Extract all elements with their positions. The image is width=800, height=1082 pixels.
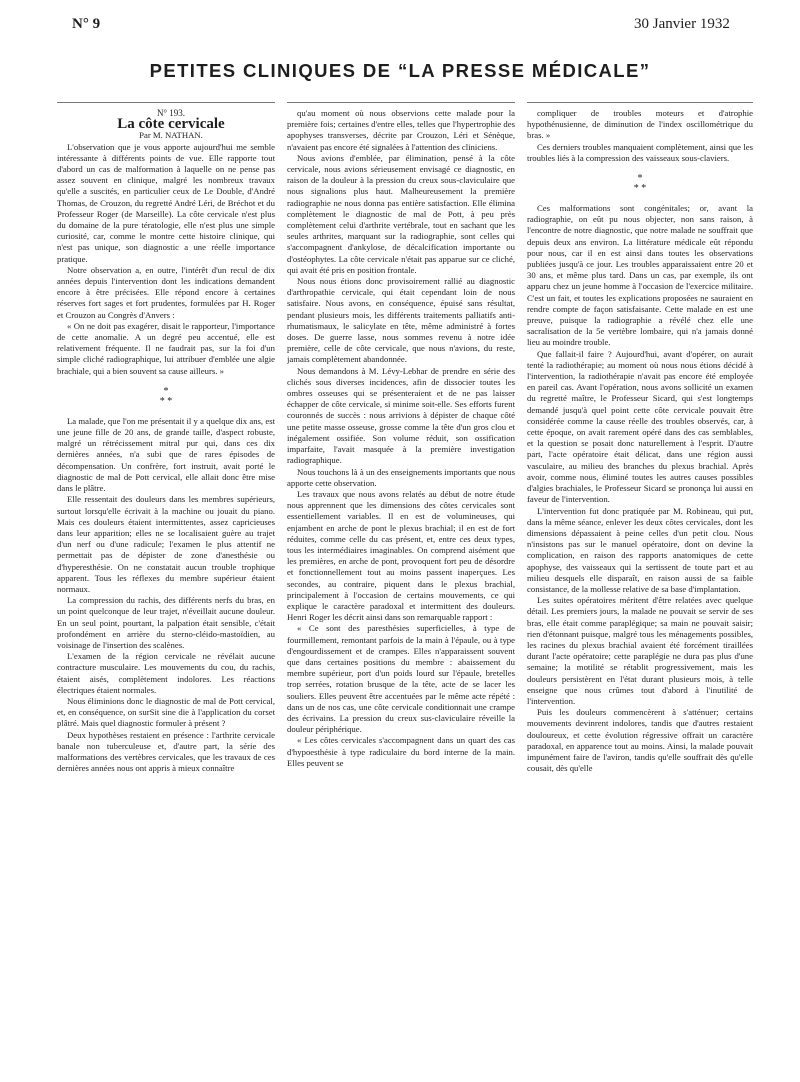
header-rule bbox=[287, 102, 515, 103]
paragraph: L'intervention fut donc pratiquée par M. Robineau, qui put, dans la même séance, enlever les deux côtes cervicales, dont les dimensions dépassaient à peine celles d'un petit clou. Nous n'insistons pas sur le manuel opératoire, dont on devine la complication, en raison des rapports anatomiques de cette apophyse, des vaisseaux qui la sertissent de toute part et au milieu desquels elle disparaît, en raison aussi de sa faible consistance, de la mollesse relative de sa base d'implantation. bbox=[527, 505, 753, 594]
header-rule bbox=[57, 102, 275, 103]
paragraph: Nous avions d'emblée, par élimination, pensé à la côte cervicale, nous avions sérieusement envisagé ce diagnostic, en raison de la douleur à la pression du creux sous-claviculaire que nous signalions plus haut. Malheureusement la première radiographie ne nous donna pas entière satisfaction. Elle élimina complètement le diagnostic de mal de Pott, à peu près complètement celui d'arthrite vertébrale, tout en sachant que les seules arthrites, marquant sur la radiographie, sont celles qui s'accompagnent d'ankylose, de décalcification importante ou d'ostéophytes. La côte cervicale n'était pas apparue sur ce cliché, qui avait été pris en position frontale. bbox=[287, 152, 515, 275]
paragraph: Nous demandons à M. Lévy-Lebhar de prendre en série des clichés sous diverses incidences, afin de dissocier toutes les ombres osseuses qui se présenteraient et de ne pas laisser échapper de côte cervicale, si minime soit-elle. Ses efforts furent couronnés de succès : nous arrivions à dépister de chaque côté une petite masse osseuse, grosse comme la tête d'un gros clou et inégalement ossifiée. Son volume réduit, son ossification imparfaite, l'avait masquée à la première investigation radiographique. bbox=[287, 365, 515, 466]
column-body bbox=[57, 142, 275, 775]
paragraph: Deux hypothèses restaient en présence : l'arthrite cervicale banale non tuberculeuse et, d'autre part, la série des malformations des vertèbres cervicales, que les travaux de ces dernières années nous ont appris à mieux connaître bbox=[57, 729, 275, 774]
article-author: Par M. NATHAN. bbox=[139, 130, 203, 141]
article-number: N° 193. bbox=[156, 108, 186, 118]
journal-title: PETITES CLINIQUES DE “LA PRESSE MÉDICALE” bbox=[149, 60, 651, 81]
paragraph: La malade, que l'on me présentait il y a quelque dix ans, est une jeune fille de 20 ans, de grande taille, d'aspect robuste, malgré un rétrécissement mitral pur qui, dans ces dix dernières années, n'a subi que de rares épisodes de décompensation. Un confrère, fort instruit, avait porté le diagnostic de mal de Pott cervical, elle allait donc être mise dans le plâtre. bbox=[57, 415, 275, 494]
column-body bbox=[287, 108, 515, 769]
paragraph: L'observation que je vous apporte aujourd'hui me semble intéressante à différents points de vue. Elle rapporte tout d'abord un cas de malformation à laquelle on ne pense pas assez souvent en clinique, malgré les nombreux travaux qu'elle a suscités, en particulier ceux de Le Double, d'André Thomas, de Crouzon, du regretté André Léri, de Bréchot et du Professeur Roger (de Marseille). La côte cervicale n'est plus du domaine de la pure tératologie, elle n'est plus une simple curiosité, car, comme le montre cette histoire clinique, qui n'est pas unique, son diagnostic a une réelle importance pratique. bbox=[57, 141, 275, 264]
text-column-3 bbox=[527, 108, 753, 1080]
paragraph: Les suites opératoires méritent d'être relatées avec quelque détail. Les premiers jours, la malade ne pouvait se servir de ses bras, elle était comme paraplégique; sa main ne pouvait saisir; rien d'étonnant puisque, malgré tous les ménagements possibles, les racines du plexus brachial avaient été forcément tiraillées durant l'acte opératoire; cette paraplégie ne dura pas plus d'une semaine; la motilité se rétablit progressivement, mais les douleurs persistèrent en l'état durant plusieurs mois, à telle enseigne que nous crûmes tout d'abord à l'inutilité de l'intervention. bbox=[527, 595, 753, 706]
paragraph: Ces derniers troubles manquaient complètement, ainsi que les troubles liés à la compression des vaisseaux sous-claviers. bbox=[527, 141, 753, 163]
paragraph: qu'au moment où nous observions cette malade pour la première fois; certaines d'entre elles, telles que l'hypertrophie des apophyses transverses, décrite par Crouzon, Léri et Sénèque, n'avaient pas encore été signalées à l'attention des cliniciens. bbox=[287, 108, 515, 152]
paragraph: L'examen de la région cervicale ne révélait aucune contracture musculaire. Les mouvements du cou, du rachis, étaient aisés, complètement indolores. Les réactions électriques étaient normales. bbox=[57, 651, 275, 695]
paragraph: « Les côtes cervicales s'accompagnent dans un quart des cas d'hypoesthésie à type radiculaire du bord interne de la main. Elles peuvent se bbox=[287, 735, 515, 768]
paragraph: compliquer de troubles moteurs et d'atrophie hypothénusienne, de diminution de l'index oscillométrique du bras. » bbox=[527, 108, 753, 141]
issue-date: 30 Janvier 1932 bbox=[634, 16, 730, 32]
paragraph: Nous touchons là à un des enseignements importants que nous apporte cette observation. bbox=[287, 466, 515, 488]
paragraph: « On ne doit pas exagérer, disait le rapporteur, l'importance de cette anomalie. A un degré peu accentué, elle est relativement fréquente. Il ne faudrait pas, sur la foi d'un simple cliché radiographique, lui attribuer d'emblée une algie brachiale, qui a bien souvent sa cause ailleurs. » bbox=[57, 320, 275, 376]
section-separator: * * * bbox=[159, 385, 173, 407]
article-title: La côte cervicale bbox=[117, 116, 225, 133]
paragraph: Ces malformations sont congénitales; or, avant la radiographie, on eût pu nous objecter, non sans raison, à l'encontre de notre diagnostic, que notre malade ne souffrait que depuis deux ans environ. La littérature médicale eût répondu pour nous, car il en est ainsi dans toutes les observations publiées jusqu'à ce jour. Les troubles apparaissaient entre 20 et 30 ans, et même plus tard. Dans un cas, par exemple, ils ont apparu chez un jeune homme à l'occasion de l'exercice militaire. C'est un fait, et toutes les explications proposées ne sauraient en rendre compte de façon satisfaisante. Cette malade en est une preuve, puisque la radiographie a révélé chez elle une sacralisation de la 5e vertèbre lombaire, qui n'a jamais donné lieu au moindre trouble. bbox=[527, 203, 753, 348]
paragraph: Nous éliminions donc le diagnostic de mal de Pott cervical, et, en conséquence, on surSit sine die à l'application du corset plâtré. Mais quel diagnostic formuler à présent ? bbox=[57, 695, 275, 729]
paragraph: La compression du rachis, des différents nerfs du bras, en un point quelconque de leur trajet, n'éveillait aucune douleur. En un seul point, pourtant, la palpation était sensible, c'était profondément en arrière du sterno-cléido-mastoïdien, au voisinage de l'insertion des scalènes. bbox=[57, 595, 275, 650]
paragraph: Notre observation a, en outre, l'intérêt d'un recul de dix années depuis l'intervention dont les indications demandent encore à être précisées. Elle répond encore à certaines réserves fort sages et fort prudentes, formulées par H. Roger et Crouzon au Congrès d'Anvers : bbox=[57, 264, 275, 320]
paragraph: Elle ressentait des douleurs dans les membres supérieurs, surtout lorsqu'elle écrivait à la machine ou jouait du piano. Mais ces douleurs étaient intermittentes, assez capricieuses dans leur apparition; elles ne se localisaient guère au trajet d'un nerf ou d'une radicule; l'examen le plus attentif ne permettait pas de dépister de zone d'anesthésie ou d'hyperesthésie. On ne constatait aucun trouble trophique apparent. Tous les réflexes du membre supérieur étaient normaux. bbox=[57, 494, 275, 594]
paragraph: « Ce sont des paresthésies superficielles, à type de fourmillement, remontant parfois de la main à l'épaule, ou à type d'engourdissement et de crampes. Elles n'apparaissent souvent que dans certaines positions du membre : abaissement du membre supérieur, port d'un poids lourd sur l'épaule, bretelles trop serrées, rotation brusque de la tête, acte de se lacer les souliers. Elles peuvent être accentuées par le même acte répété : dans un de nos cas, une côte cervicale conditionnait une crampe des écrivains. La pression du creux sus-claviculaire réveille la douleur périphérique. bbox=[287, 623, 515, 735]
section-separator: * * * bbox=[633, 173, 647, 195]
text-column-1 bbox=[57, 108, 275, 1080]
column-body bbox=[527, 108, 753, 774]
header-rule bbox=[527, 102, 753, 103]
paragraph: Nous nous étions donc provisoirement rallié au diagnostic d'arthropathie cervicale, qui était cependant loin de nous satisfaire. Nous avons, en conséquence, épuisé sans résultat, pendant plusieurs mois, les différents traitements palliatifs anti-rhumatismaux, le salicylate en tête, même administré à fortes doses. De guerre lasse, nous sommes revenu à notre idée première, celle de côte cervicale, que nous n'avions, du reste, jamais complètement abandonnée. bbox=[287, 276, 515, 365]
text-column-2 bbox=[287, 108, 515, 1080]
paragraph: Que fallait-il faire ? Aujourd'hui, avant d'opérer, on aurait tenté la radiothérapie; au moment où nous nous étions décidé à l'intervention, la radiothérapie n'avait pas encore été employée en pareil cas. Avant l'opération, nous avons sollicité un examen du regretté maître, le Professeur Sicard, qui s'est longtemps demandé jusqu'à quel point cette côte cervicale pouvait être considérée comme la cause réelle des troubles observés, car, à cette époque, on avait rarement opéré dans des cas semblables, et la question se posait donc naturellement à l'esprit. D'autre part, l'acte opératoire était délicat, dans une région aussi vasculaire, au milieu des branches du plexus brachial. Après avoir, comme nous, éliminé toutes les autres causes possibles d'algies brachiales, le Professeur Sicard se prononça lui aussi en faveur de l'intervention. bbox=[527, 348, 753, 505]
paragraph: Les travaux que nous avons relatés au début de notre étude nous apprennent que les dimensions des côtes cervicales sont essentiellement variables. Il en est de volumineuses, qui enjambent en arche de pont le plexus brachial; il en est de fort réduites, comme celle du cas présent, et, entre ces deux types, tous les intermédiaires imaginables. On comprend aisément que les premières, en arche de pont, provoquent fort peu de désordre et fonctionnellement tout au moins passent inaperçues. Les secondes, au contraire, piquent dans le plexus brachial, principalement à l'occasion de certains mouvements, ce qui explique le caractère paradoxal et intermittent des douleurs. Henri Roger les décrit ainsi dans son remarquable rapport : bbox=[287, 488, 515, 623]
paragraph: Puis les douleurs commencèrent à s'atténuer; certains mouvements devinrent indolores, tandis que d'autres restaient douloureux, et cette évolution régressive offrait un caractère paradoxal, en apparence tout au moins. Ainsi, la malade pouvait impunément faire de l'aviron, tandis qu'elle souffrait dès qu'elle cousait, dès qu'elle bbox=[527, 707, 753, 774]
issue-number: N° 9 bbox=[72, 16, 101, 32]
